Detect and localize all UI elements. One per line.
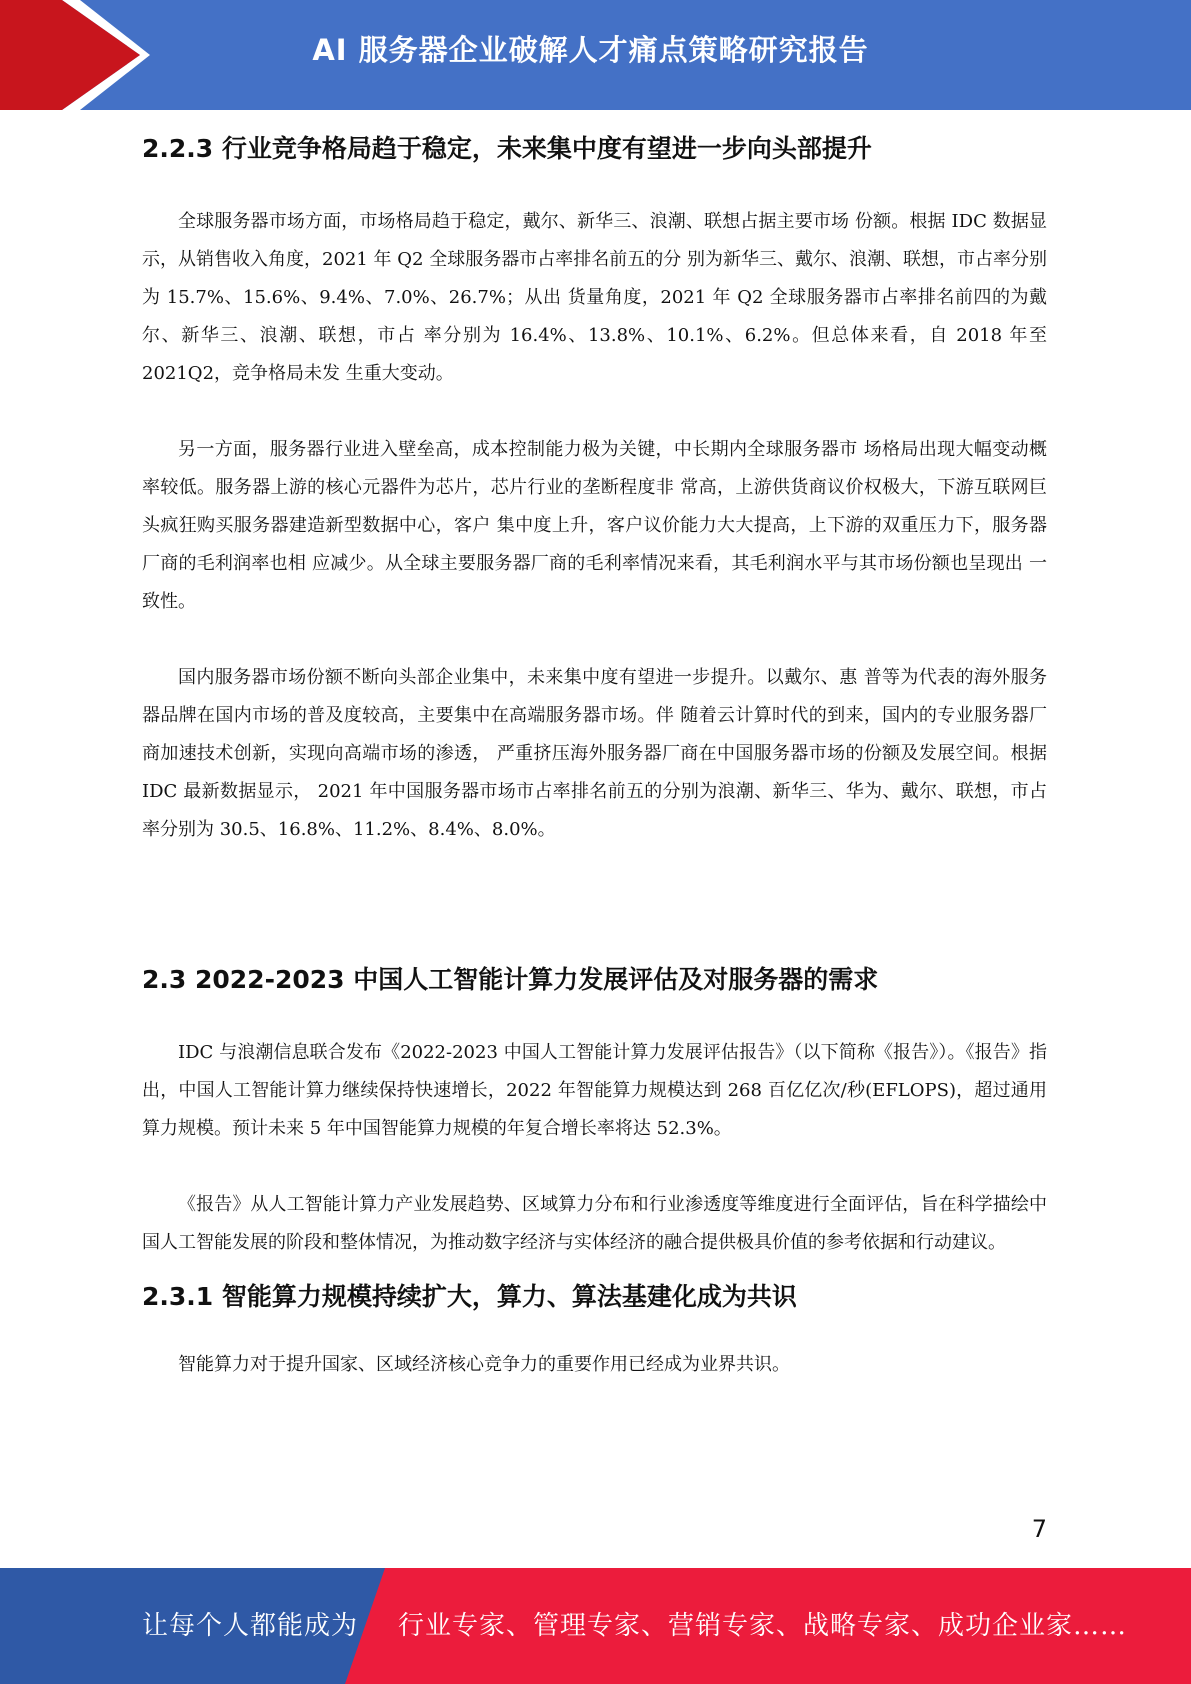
page-number: 7 xyxy=(1031,1515,1047,1543)
paragraph-idc-report: IDC 与浪潮信息联合发布《2022-2023 中国人工智能计算力发展评估报告》（以下简称《报告》）。《报告》指出，中国人工智能计算力继续保持快速增长，2022 年智能算力规模达到 268 百亿亿次/秒(EFLOPS)，超过通用算力规模。预计未来 5 年中国智能算力规模的年复合增长率将达 52.3%。 xyxy=(142,1042,1047,1139)
header-banner xyxy=(0,0,1191,110)
paragraph-domestic-market: 国内服务器市场份额不断向头部企业集中，未来集中度有望进一步提升。以戴尔、惠 普等为代表的海外服务器品牌在国内市场的普及度较高，主要集中在高端服务器市场。伴 随着云计算时代的到来，国内的专业服务器厂商加速技术创新，实现向高端市场的渗透， 严重挤压海外服务器厂商在中国服务器市场的份额及发展空间。根据 IDC 最新数据显示， 2021 年中国服务器市场市占率排名前五的分别为浪潮、新华三、华为、戴尔、联想，市占 率分别为 30.5、16.8%、11.2%、8.4%、8.0%。 xyxy=(142,667,1047,840)
section-heading-2-3: 2.3 2022-2023 中国人工智能计算力发展评估及对服务器的需求 xyxy=(142,965,879,994)
footer-slogan-right: 行业专家、管理专家、营销专家、战略专家、成功企业家…… xyxy=(398,1611,1128,1641)
section-heading-2-3-1: 2.3.1 智能算力规模持续扩大，算力、算法基建化成为共识 xyxy=(142,1282,797,1311)
footer-banner xyxy=(0,1568,1191,1684)
paragraph-computing-consensus: 智能算力对于提升国家、区域经济核心竞争力的重要作用已经成为业界共识。 xyxy=(178,1354,790,1375)
header-red-arrow xyxy=(0,0,140,110)
paragraph-entry-barriers: 另一方面，服务器行业进入壁垒高，成本控制能力极为关键，中长期内全球服务器市 场格局出现大幅变动概率较低。服务器上游的核心元器件为芯片，芯片行业的垄断程度非 常高，上游供货商议价权极大，下游互联网巨头疯狂购买服务器建造新型数据中心，客户 集中度上升，客户议价能力大大提高，上下游的双重压力下，服务器厂商的毛利润率也相 应减少。从全球主要服务器厂商的毛利率情况来看，其毛利润水平与其市场份额也呈现出 一致性。 xyxy=(142,439,1047,612)
paragraph-global-market: 全球服务器市场方面，市场格局趋于稳定，戴尔、新华三、浪潮、联想占据主要市场 份额。根据 IDC 数据显示，从销售收入角度，2021 年 Q2 全球服务器市占率排名前五的分 别为新华三、戴尔、浪潮、联想，市占率分别为 15.7%、15.6%、9.4%、7.0%、26.7%；从出 货量角度，2021 年 Q2 全球服务器市占率排名前四的为戴尔、新华三、浪潮、联想，市占 率分别为 16.4%、13.8%、10.1%、6.2%。但总体来看，自 2018 年至 2021Q2，竞争格局未发 生重大变动。 xyxy=(142,211,1047,384)
footer-slogan-left: 让每个人都能成为 xyxy=(142,1611,359,1641)
document-body xyxy=(142,128,1047,1384)
report-title: AI 服务器企业破解人才痛点策略研究报告 xyxy=(312,33,869,67)
paragraph-report-scope: 《报告》从人工智能计算力产业发展趋势、区域算力分布和行业渗透度等维度进行全面评估，旨在科学描绘中国人工智能发展的阶段和整体情况，为推动数字经济与实体经济的融合提供极具价值的参考依据和行动建议。 xyxy=(142,1194,1047,1253)
section-heading-2-2-3: 2.2.3 行业竞争格局趋于稳定，未来集中度有望进一步向头部提升 xyxy=(142,134,872,163)
